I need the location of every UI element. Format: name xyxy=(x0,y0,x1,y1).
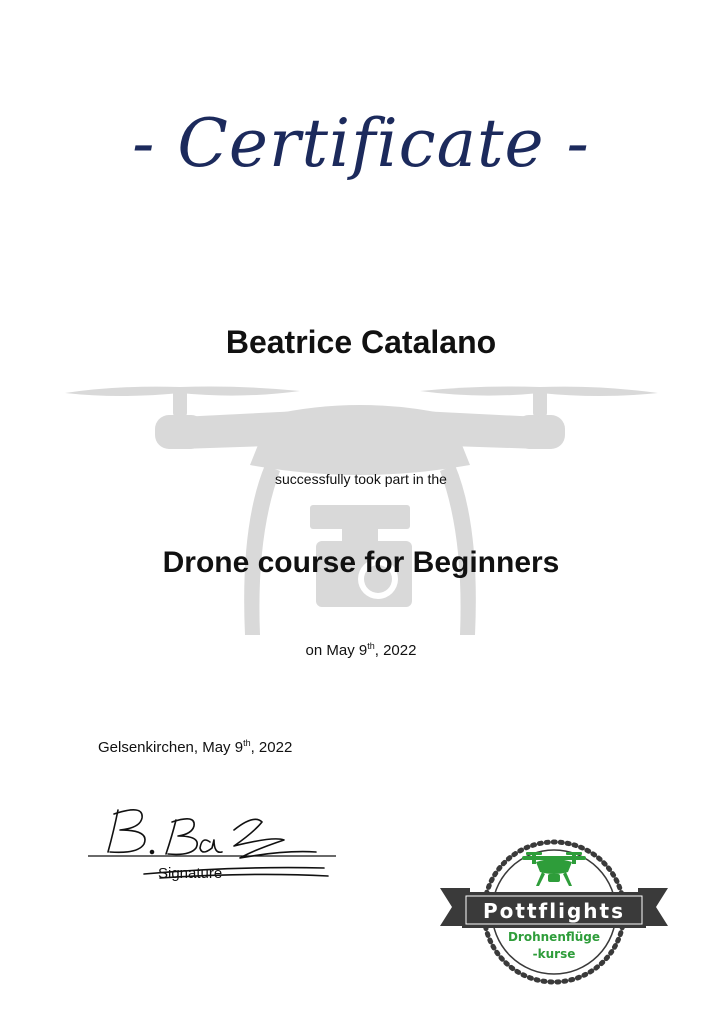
recipient-name: Beatrice Catalano xyxy=(225,324,497,360)
course-name: Drone course for Beginners xyxy=(162,546,560,579)
logo-brand-name: Pottflights xyxy=(483,899,625,923)
course-date-year: , 2022 xyxy=(374,642,417,659)
course-date xyxy=(0,642,722,659)
signature-label: Signature xyxy=(158,865,223,882)
participation-statement: successfully took part in the xyxy=(275,471,447,487)
course-date-prefix: on May 9 xyxy=(305,642,368,659)
certificate-title: - Certificate - xyxy=(132,105,590,182)
place-date-prefix: Gelsenkirchen, May 9 xyxy=(98,739,244,756)
place-date-ordinal: th xyxy=(243,738,251,748)
course-date-ordinal: th xyxy=(367,641,375,651)
place-date-year: , 2022 xyxy=(250,739,293,756)
place-and-date xyxy=(98,739,292,756)
logo-tagline-line1: Drohnenflüge xyxy=(507,930,601,944)
logo-tagline-line2: -kurse xyxy=(532,947,576,961)
drone-watermark-icon xyxy=(60,375,660,645)
